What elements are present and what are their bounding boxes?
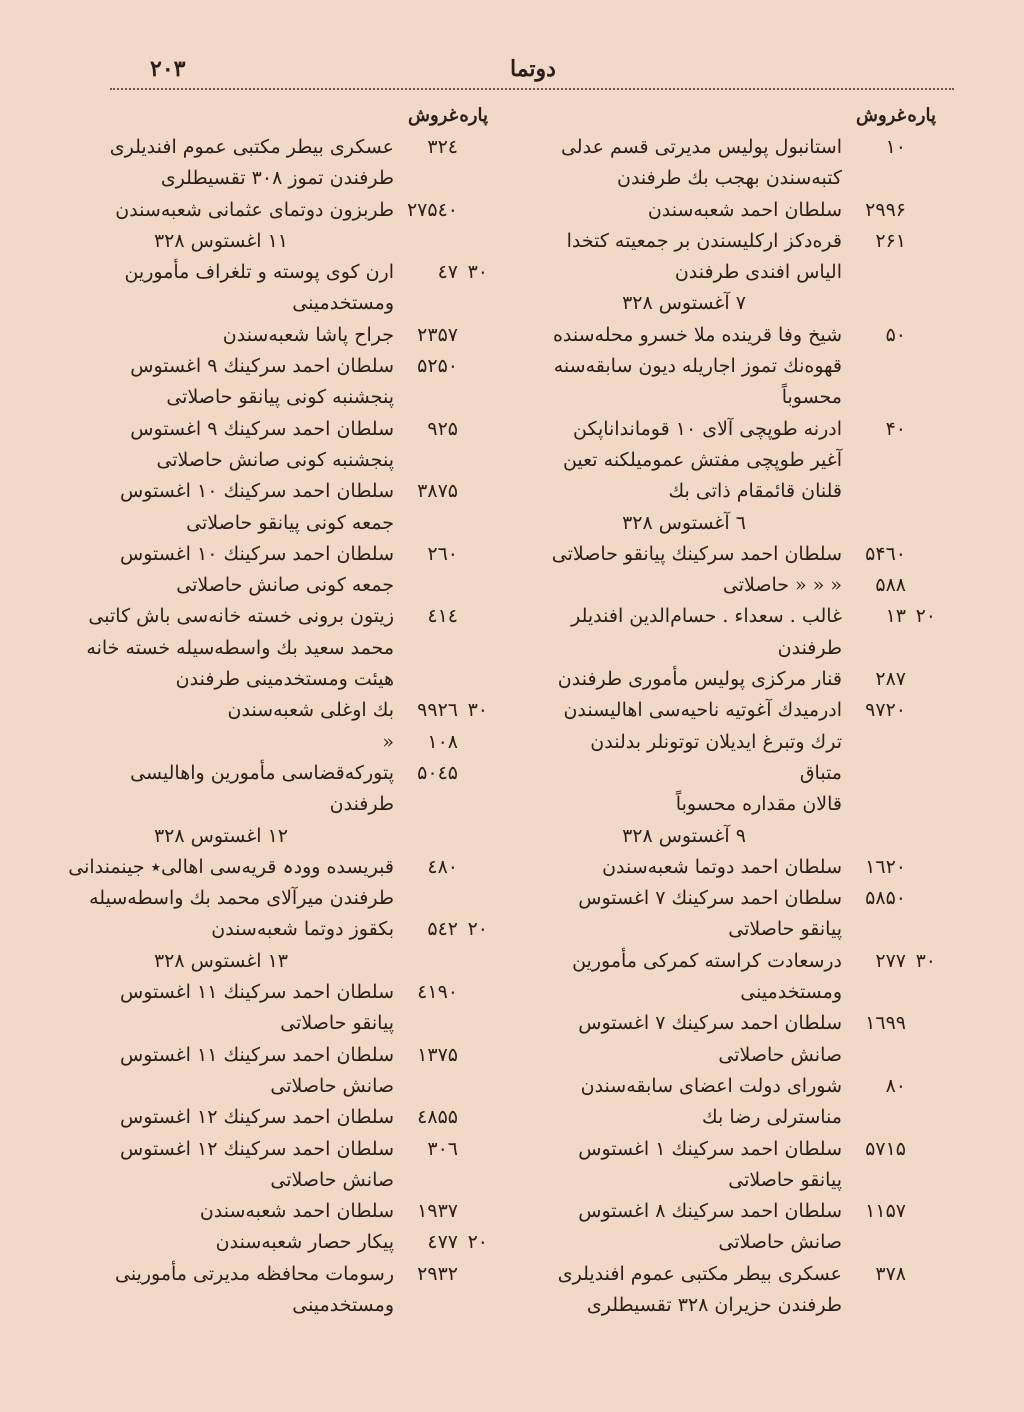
entry-para: [906, 570, 936, 601]
entry-description: قبریسده وودہ قریه‌سی اهالی٭ جینمندانی طرفندن میرآلای محمد بك واسطه‌سیله: [68, 855, 394, 910]
entry-para: [458, 414, 488, 445]
entry-description: شورای دولت اعضای سابقه‌سندن مناسترلی رضا بك: [580, 1074, 842, 1129]
ledger-entry: [68, 257, 488, 320]
entry-amount: [842, 664, 936, 695]
entry-description: ادرنه طوپچی آلای ۱۰ قومانداناپکن آغیر طوپچی مفتش عمومیلکنه تعین قلنان قائمقام ذاتی بك: [562, 417, 842, 503]
entry-para: [458, 132, 488, 163]
column-header-para: پاره: [459, 105, 488, 126]
entry-description: ادرمیدك آغوتیه ناحیه‌سی اهالیسندن ترك وتبرغ ایدیلان توتونلر بدلندن متباق قالان مقداره محسوباً: [563, 699, 842, 816]
entry-ghurush: ۲۸۷: [875, 668, 906, 691]
entry-ghurush: ۵٤۲: [427, 918, 458, 941]
entry-amount: [394, 1134, 488, 1165]
ledger-entry: [546, 132, 936, 195]
entry-ghurush: ٤۸۵۵: [417, 1106, 458, 1129]
entry-ghurush: ۹۹۲٦: [417, 699, 458, 722]
entry-ghurush: ۱۱۵۷: [865, 1200, 906, 1223]
entry-amount: [394, 1227, 488, 1258]
entry-description: عسکری بیطر مکتبی عموم افندیلری طرفندن تموز ۳۰۸ تقسیطلری: [109, 136, 394, 190]
ledger-entry: [68, 1196, 488, 1227]
entry-ghurush: ۵۰: [885, 323, 906, 346]
entry-description: سلطان احمد سرکینك ۷ اغستوس پیانقو حاصلاتی: [578, 887, 842, 941]
entry-ghurush: ۳۲٤: [427, 136, 458, 158]
entry-para: [458, 1102, 488, 1133]
entry-para: [906, 132, 936, 163]
entry-amount: [394, 539, 488, 570]
entry-para: [458, 1196, 488, 1227]
entry-amount: [394, 257, 488, 288]
entry-ghurush: ۱٦۲۰: [865, 855, 906, 878]
entry-amount: [842, 132, 936, 163]
entry-amount: [394, 1102, 488, 1133]
entry-para: [906, 195, 936, 226]
entry-amount: [394, 132, 488, 163]
entry-description: سلطان احمد سرکینك پیانقو حاصلاتی: [551, 542, 842, 565]
entry-amount: [394, 852, 488, 883]
date-text: ۱۲ اغستوس ۳۲۸: [153, 824, 289, 847]
date-text: ۷ آغستوس ۳۲۸: [622, 292, 746, 315]
entry-amount: [842, 601, 936, 632]
entry-amount: [394, 476, 488, 507]
entry-amount: [394, 1196, 488, 1227]
entry-ghurush: ۱۳: [885, 605, 906, 628]
date-heading: [68, 226, 488, 257]
entry-description: « « « حاصلاتی: [722, 574, 842, 597]
entry-ghurush: ۱۰: [885, 136, 906, 158]
entry-description: رسومات محافظه مدیرتی مأمورینی ومستخدمینی: [114, 1262, 394, 1316]
entry-amount: [394, 1259, 488, 1290]
entry-para: [458, 539, 488, 570]
entry-para: [906, 320, 936, 351]
ledger-entry: [68, 195, 488, 226]
entry-description: درسعادت کراسته کمرکی مأمورین ومستخدمینی: [572, 949, 842, 1004]
entry-amount: [394, 977, 488, 1008]
entry-ghurush: ۳۰٦: [427, 1137, 458, 1160]
entry-description: پتورکه‌قضاسی مأمورین واهالیسی طرفندن: [130, 761, 394, 816]
entry-amount: [394, 695, 488, 726]
ledger-entry: [68, 414, 488, 477]
entry-amount: [842, 946, 936, 977]
date-heading: [68, 946, 488, 977]
entry-para: [458, 320, 488, 351]
entry-amount: [842, 195, 936, 226]
entry-description: بکقوز دوتما شعبه‌سندن: [211, 918, 394, 941]
entry-ghurush: ۱۰۸: [427, 730, 458, 753]
entry-para: [458, 1134, 488, 1165]
entry-para: ۳۰: [467, 261, 488, 284]
entry-para: [906, 1008, 936, 1039]
page-header: [150, 48, 934, 88]
entry-description: غالب . سعداء . حسام‌الدین افندیلر طرفندن: [571, 605, 842, 659]
entry-para: [458, 476, 488, 507]
entry-description: سلطان احمد سرکینك ۱۲ اغستوس صانش حاصلاتی: [120, 1137, 394, 1191]
ledger-entry: [68, 852, 488, 915]
column-header-para: پاره: [907, 105, 936, 126]
ledger-entry: [68, 1102, 488, 1133]
entry-description: بك اوغلی شعبه‌سندن: [227, 699, 394, 722]
ledger-entry: [68, 539, 488, 602]
entry-description: زیتون برونی خسته خانه‌سی باش کاتبی محمد سعید بك واسطه‌سیله خسته خانه هیئت ومستخدمینی طرفندن: [86, 605, 394, 691]
ledger-entry: [68, 1227, 488, 1258]
entry-para: [458, 852, 488, 883]
entry-ghurush: ۹۲۵: [427, 417, 458, 440]
entry-ghurush: ۲۶۱: [875, 229, 906, 252]
entry-para: [906, 1259, 936, 1290]
entry-description: سلطان احمد سرکینك ۱۱ اغستوس پیانقو حاصلاتی: [120, 981, 394, 1035]
entry-amount: [842, 1259, 936, 1290]
entry-ghurush: ۲٦۰: [427, 542, 458, 565]
entry-ghurush: ۳۸۷۵: [417, 480, 458, 503]
entry-para: [458, 1259, 488, 1290]
entry-amount: [394, 914, 488, 945]
entry-amount: [394, 320, 488, 351]
entry-amount: [842, 414, 936, 445]
entry-amount: [842, 320, 936, 351]
entry-para: [906, 226, 936, 257]
ledger-entry: [68, 727, 488, 758]
entry-para: [906, 695, 936, 726]
ledger-entry: [546, 195, 936, 226]
entry-para: [458, 195, 488, 226]
entry-description: سلطان احمد شعبه‌سندن: [199, 1200, 394, 1223]
entry-description: سلطان احمد سرکینك ۸ اغستوس صانش حاصلاتی: [578, 1200, 842, 1254]
ledger-entry: [68, 351, 488, 414]
ledger-entry: [68, 1040, 488, 1103]
entry-ghurush: ٤۱۹۰: [417, 981, 458, 1004]
entry-description: استانبول پولیس مدیرتی قسم عدلی کتبه‌سندن بهجب بك طرفندن: [560, 136, 842, 190]
entry-para: [458, 601, 488, 632]
ledger-entry: [546, 414, 936, 508]
right-column: [546, 100, 936, 1321]
ledger-entry: [546, 539, 936, 570]
entry-description: سلطان احمد شعبه‌سندن: [647, 198, 842, 221]
entry-ghurush: ۵۸۵۰: [865, 887, 906, 910]
entry-para: [906, 883, 936, 914]
ledger-entry: [546, 1259, 936, 1322]
entry-description: طربزون دوتمای عثمانی شعبه‌سندن: [115, 198, 394, 221]
entry-description: سلطان احمد سرکینك ۹ اغستوس پنجشنبه کونی صانش حاصلاتی: [130, 417, 394, 471]
entry-para: [906, 664, 936, 695]
ledger-entry: [546, 320, 936, 414]
entry-description: سلطان احمد سرکینك ۱۰ اغستوس جمعه کونی پیانقو حاصلاتی: [120, 480, 394, 534]
entry-amount: [842, 852, 936, 883]
date-heading: [546, 821, 936, 852]
entry-amount: [842, 1008, 936, 1039]
entry-ghurush: ۵۴٦۰: [865, 542, 906, 565]
date-text: ۱۳ اغستوس ۳۲۸: [153, 949, 289, 972]
entry-para: [906, 1071, 936, 1102]
entry-para: [458, 351, 488, 382]
column-header: [68, 100, 488, 132]
ledger-entry: [546, 1008, 936, 1071]
ledger-entry: [68, 1134, 488, 1197]
entry-ghurush: ۲۷۵٤۰: [406, 198, 458, 221]
entry-description: «: [382, 730, 394, 753]
entry-description: سلطان احمد سرکینك ۹ اغستوس پنجشنبه کونی پیانقو حاصلاتی: [130, 355, 394, 409]
entry-para: [906, 852, 936, 883]
entry-para: [458, 758, 488, 789]
entry-para: [458, 977, 488, 1008]
running-title: دوتما: [510, 56, 556, 82]
entry-amount: [394, 195, 488, 226]
entry-para: [906, 414, 936, 445]
ledger-entry: [546, 1196, 936, 1259]
entry-description: شیخ وفا قرینده ملا خسرو محله‌سنده قهوه‌نك تموز اجاریله دیون سابقه‌سنه محسوباً: [552, 323, 842, 409]
column-header: [546, 100, 936, 132]
entry-description: سلطان احمد سرکینك ۱ اغستوس پیانقو حاصلاتی: [578, 1137, 842, 1191]
entry-para: ۲۰: [467, 918, 488, 941]
ledger-entry: [68, 320, 488, 351]
ledger-entry: [68, 1259, 488, 1322]
date-text: ۱۱ اغستوس ۳۲۸: [153, 229, 289, 252]
entry-ghurush: ۵۷۱۵: [865, 1137, 906, 1160]
entry-description: قنار مرکزی پولیس مأموری طرفندن: [557, 668, 842, 691]
date-text: ۹ آغستوس ۳۲۸: [622, 824, 746, 847]
entry-amount: [842, 1134, 936, 1165]
entry-description: ارن کوی پوسته و تلغراف مأمورین ومستخدمینی: [124, 261, 394, 315]
ledger-entry: [68, 758, 488, 821]
page-number: ۲۰۳: [150, 56, 186, 82]
column-header-ghurush: غروش: [855, 105, 906, 126]
entry-ghurush: ۲۹۹۶: [865, 198, 906, 221]
ledger-entry: [546, 695, 936, 820]
entry-description: سلطان احمد سرکینك ۱۰ اغستوس جمعه کونی صانش حاصلاتی: [120, 542, 394, 597]
entry-amount: [394, 758, 488, 789]
entry-amount: [842, 695, 936, 726]
entry-ghurush: ۸۰: [885, 1074, 906, 1097]
entry-description: عسکری بیطر مکتبی عموم افندیلری طرفندن حزیران ۳۲۸ تقسیطلری: [557, 1262, 842, 1316]
entry-description: سلطان احمد سرکینك ۷ اغستوس صانش حاصلاتی: [578, 1012, 842, 1066]
ledger-entry: [546, 1134, 936, 1197]
ledger-entry: [68, 132, 488, 195]
ledger-entry: [546, 226, 936, 289]
entry-description: سلطان احمد سرکینك ۱۱ اغستوس صانش حاصلاتی: [120, 1043, 394, 1097]
entry-amount: [842, 883, 936, 914]
entry-ghurush: ٤۸۰: [427, 855, 458, 878]
entry-para: [458, 1040, 488, 1071]
entry-amount: [842, 226, 936, 257]
entry-para: ۳۰: [467, 699, 488, 722]
entry-ghurush: ۵۰٤۵: [417, 761, 458, 784]
entry-ghurush: ۴۰: [885, 417, 906, 440]
entry-ghurush: ۲۹۳۲: [417, 1262, 458, 1285]
left-column: [68, 100, 488, 1321]
ledger-entry: [546, 1071, 936, 1134]
entry-description: جراح پاشا شعبه‌سندن: [222, 323, 394, 346]
entry-ghurush: ۵۸۸: [875, 574, 906, 597]
entry-description: سلطان احمد سرکینك ۱۲ اغستوس: [120, 1106, 394, 1129]
ledger-entry: [546, 883, 936, 946]
ledger-entry: [546, 570, 936, 601]
entry-amount: [842, 539, 936, 570]
entry-para: [906, 539, 936, 570]
date-heading: [68, 821, 488, 852]
entry-para: ۳۰: [915, 949, 936, 972]
entry-ghurush: ۵۲۵۰: [417, 355, 458, 378]
entry-ghurush: ٤۱٤: [427, 605, 458, 628]
date-heading: [546, 288, 936, 319]
header-divider: [110, 88, 954, 90]
ledger-entry: [68, 977, 488, 1040]
ledger-entry: [546, 852, 936, 883]
entry-ghurush: ٤۷۷: [427, 1231, 458, 1254]
ledger-entry: [68, 695, 488, 726]
date-heading: [546, 508, 936, 539]
entry-para: [906, 1196, 936, 1227]
ledger-entry: [546, 664, 936, 695]
entry-amount: [394, 351, 488, 382]
entry-description: قره‌دکز ارکلیسندن بر جمعیته کتخدا الیاس افندی طرفندن: [566, 229, 842, 284]
entry-ghurush: ٤۷: [437, 261, 458, 284]
entry-amount: [394, 414, 488, 445]
date-text: ٦ آغستوس ۳۲۸: [622, 511, 746, 534]
entry-amount: [394, 1040, 488, 1071]
entry-amount: [394, 727, 488, 758]
entry-ghurush: ۱۹۳۷: [417, 1200, 458, 1223]
entry-para: [458, 727, 488, 758]
entry-ghurush: ۱٦۹۹: [865, 1012, 906, 1035]
ledger-entry: [546, 601, 936, 664]
entry-description: پیکار حصار شعبه‌سندن: [215, 1231, 394, 1254]
entry-amount: [394, 601, 488, 632]
entry-para: ۲۰: [915, 605, 936, 628]
ledger-entry: [68, 601, 488, 695]
entry-para: [906, 1134, 936, 1165]
entry-ghurush: ۹۷۲۰: [865, 699, 906, 722]
entry-amount: [842, 1071, 936, 1102]
ledger-entry: [546, 946, 936, 1009]
entry-description: سلطان احمد دوتما شعبه‌سندن: [602, 855, 842, 878]
entry-ghurush: ۳۷۸: [875, 1262, 906, 1285]
ledger-entry: [68, 914, 488, 945]
ledger-entry: [68, 476, 488, 539]
entry-para: ۲۰: [467, 1231, 488, 1254]
entry-amount: [842, 1196, 936, 1227]
entry-amount: [842, 570, 936, 601]
entry-ghurush: ۱۳۷۵: [417, 1043, 458, 1066]
entry-ghurush: ۲۷۷: [875, 949, 906, 972]
entry-ghurush: ۲۳۵۷: [417, 323, 458, 346]
column-header-ghurush: غروش: [407, 105, 458, 126]
